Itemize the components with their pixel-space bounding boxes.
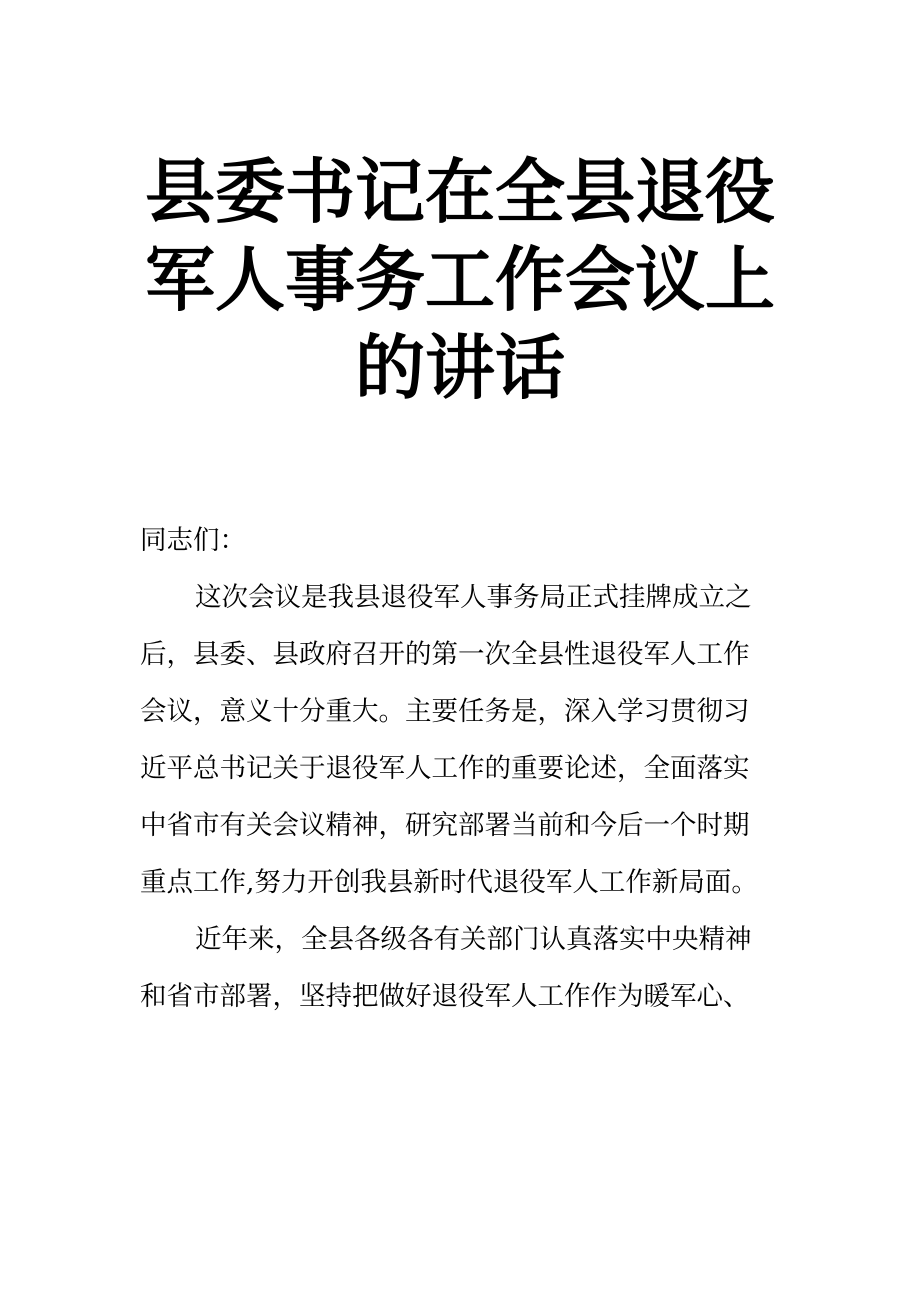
paragraph-line: 中省市有关会议精神，研究部署当前和今后一个时期 [140, 810, 750, 841]
document-body [140, 512, 790, 1025]
title-line: 的讲话 [355, 327, 565, 409]
paragraph-1 [140, 569, 790, 911]
title-line: 县委书记在全县退役 [145, 151, 775, 233]
paragraph-line: 和省市部署，坚持把做好退役军人工作作为暖军心、 [140, 981, 750, 1012]
paragraph-line: 近年来，全县各级各有关部门认真落实中央精神 [195, 924, 752, 955]
document-title [140, 148, 780, 412]
paragraph-line: 这次会议是我县退役军人事务局正式挂牌成立之 [195, 582, 752, 613]
paragraph-2 [140, 911, 790, 1025]
paragraph-line: 重点工作,努力开创我县新时代退役军人工作新局面。 [140, 867, 758, 898]
paragraph-line: 会议，意义十分重大。主要任务是，深入学习贯彻习 [140, 696, 750, 727]
paragraph-line: 近平总书记关于退役军人工作的重要论述，全面落实 [140, 753, 750, 784]
salutation: 同志们： [140, 525, 246, 556]
title-line: 军人事务工作会议上 [145, 239, 775, 321]
paragraph-line: 后，县委、县政府召开的第一次全县性退役军人工作 [140, 639, 750, 670]
